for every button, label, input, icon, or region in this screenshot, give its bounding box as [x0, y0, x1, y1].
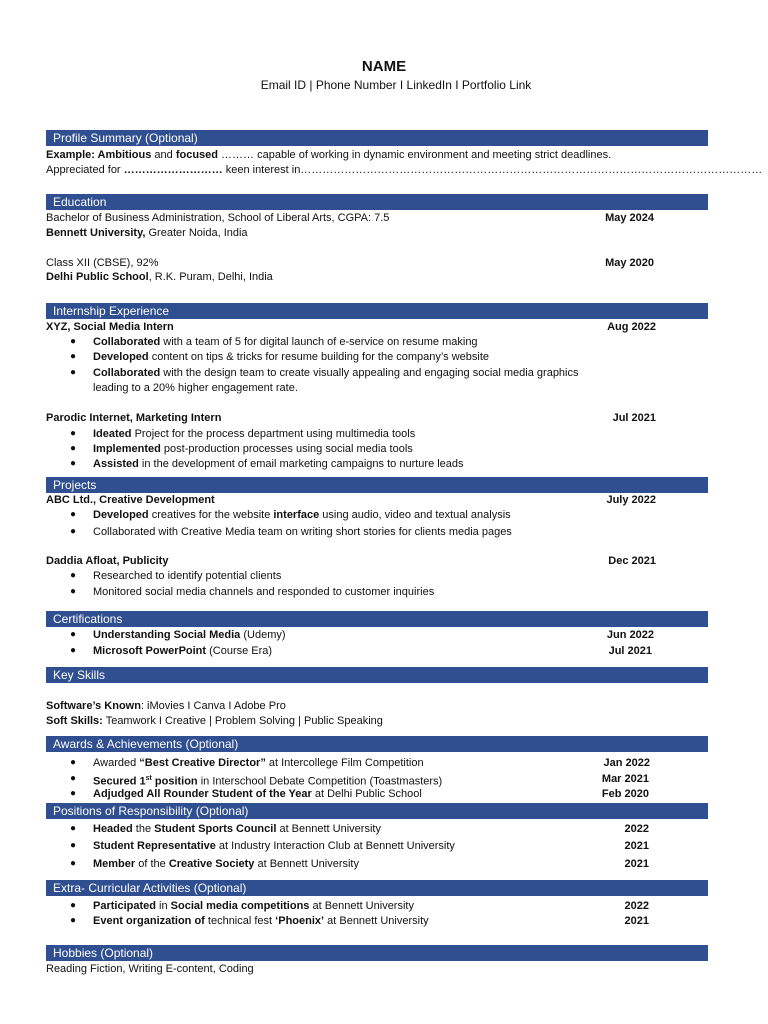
position-date: 2021 [624, 840, 649, 852]
award-date: Jan 2022 [603, 757, 650, 769]
award-item: ● Adjudged All Rounder Student of the Year at Delhi Public School [70, 788, 422, 800]
bullet-item: ● Collaborated with the design team to create visually appealing and engaging social media graphics [70, 367, 579, 379]
bullet-icon: ● [70, 773, 77, 784]
bullet-icon: ● [70, 900, 77, 911]
activity-item: ● Participated in Social media competitions at Bennett University [70, 900, 414, 912]
bullet-icon: ● [70, 629, 77, 640]
resume-name: NAME [361, 58, 407, 75]
bullet-icon: ● [70, 840, 77, 851]
bullet-icon: ● [70, 915, 77, 926]
section-header-skills: Key Skills [46, 667, 708, 683]
section-header-education: Education [46, 194, 708, 210]
bullet-item: ● Developed content on tips & tricks for resume building for the company’s website [70, 351, 489, 363]
activity-date: 2022 [624, 900, 649, 912]
contact-line: Email ID | Phone Number I LinkedIn I Portfolio Link [260, 78, 532, 92]
bullet-icon: ● [70, 367, 77, 378]
award-date: Feb 2020 [601, 788, 649, 800]
education-school: Bennett University, Greater Noida, India [46, 227, 248, 239]
bullet-icon: ● [70, 336, 77, 347]
award-item: ● Awarded “Best Creative Director” at Intercollege Film Competition [70, 757, 424, 769]
award-date: Mar 2021 [601, 773, 649, 785]
bullet-item: ● Assisted in the development of email marketing campaigns to nurture leads [70, 458, 464, 470]
section-header-awards: Awards & Achievements (Optional) [46, 736, 708, 752]
bullet-icon: ● [70, 586, 77, 597]
education-degree: Class XII (CBSE), 92% [46, 257, 159, 269]
bullet-item: ● Collaborated with Creative Media team on writing short stories for clients media pages [70, 526, 512, 538]
bullet-icon: ● [70, 526, 77, 537]
profile-line-2: Appreciated for ……………………… keen interest in……………………………………………………………………………………………………………… [46, 164, 763, 176]
software-skills: Software’s Known: iMovies I Canva I Adobe Pro [46, 700, 286, 712]
activity-item: ● Event organization of technical fest ‘Phoenix’ at Bennett University [70, 915, 429, 927]
certification-item: ● Understanding Social Media (Udemy) [70, 629, 286, 641]
bullet-icon: ● [70, 351, 77, 362]
education-date: May 2024 [605, 212, 654, 224]
bullet-item: ● Researched to identify potential clients [70, 570, 282, 582]
section-header-profile: Profile Summary (Optional) [46, 130, 708, 146]
bullet-icon: ● [70, 823, 77, 834]
section-header-hobbies: Hobbies (Optional) [46, 945, 708, 961]
profile-line-1: Example: Ambitious and focused ……… capable of working in dynamic environment and meeting strict deadlines. [46, 149, 612, 161]
hobbies-text: Reading Fiction, Writing E-content, Coding [46, 963, 254, 975]
project-date: July 2022 [606, 494, 656, 506]
bullet-item: ● Collaborated with a team of 5 for digital launch of e-service on resume making [70, 336, 478, 348]
section-header-positions: Positions of Responsibility (Optional) [46, 803, 708, 819]
project-title: Daddia Afloat, Publicity [46, 555, 169, 567]
job-title: Parodic Internet, Marketing Intern [46, 412, 222, 424]
section-header-extra: Extra- Curricular Activities (Optional) [46, 880, 708, 896]
project-date: Dec 2021 [608, 555, 656, 567]
certification-date: Jun 2022 [606, 629, 654, 641]
bullet-icon: ● [70, 458, 77, 469]
bullet-icon: ● [70, 443, 77, 454]
bullet-icon: ● [70, 757, 77, 768]
bullet-icon: ● [70, 570, 77, 581]
section-header-projects: Projects [46, 477, 708, 493]
job-date: Aug 2022 [607, 321, 656, 333]
activity-date: 2021 [624, 915, 649, 927]
certification-item: ● Microsoft PowerPoint (Course Era) [70, 645, 273, 657]
certification-date: Jul 2021 [608, 645, 652, 657]
award-item: ● Secured 1st position in Interschool Debate Competition (Toastmasters) [70, 773, 443, 788]
bullet-icon: ● [70, 645, 77, 656]
bullet-item: ● Ideated Project for the process department using multimedia tools [70, 428, 416, 440]
position-item: ● Headed the Student Sports Council at Bennett University [70, 823, 381, 835]
bullet-item: ● Developed creatives for the website interface using audio, video and textual analysis [70, 509, 511, 521]
project-title: ABC Ltd., Creative Development [46, 494, 215, 506]
bullet-icon: ● [70, 858, 77, 869]
soft-skills: Soft Skills: Teamwork I Creative | Problem Solving | Public Speaking [46, 715, 383, 727]
section-header-certifications: Certifications [46, 611, 708, 627]
position-date: 2021 [624, 858, 649, 870]
job-date: Jul 2021 [612, 412, 656, 424]
bullet-icon: ● [70, 509, 77, 520]
bullet-item: ● Monitored social media channels and responded to customer inquiries [70, 586, 435, 598]
education-school: Delhi Public School, R.K. Puram, Delhi, India [46, 271, 273, 283]
position-item: ● Member of the Creative Society at Bennett University [70, 858, 359, 870]
education-degree: Bachelor of Business Administration, School of Liberal Arts, CGPA: 7.5 [46, 212, 390, 224]
bullet-item: ● Implemented post-production processes using social media tools [70, 443, 413, 455]
bullet-icon: ● [70, 428, 77, 439]
position-date: 2022 [624, 823, 649, 835]
job-title: XYZ, Social Media Intern [46, 321, 174, 333]
position-item: ● Student Representative at Industry Interaction Club at Bennett University [70, 840, 455, 852]
education-date: May 2020 [605, 257, 654, 269]
bullet-continuation: leading to a 20% higher engagement rate. [93, 382, 298, 394]
bullet-icon: ● [70, 788, 77, 799]
section-header-internship: Internship Experience [46, 303, 708, 319]
